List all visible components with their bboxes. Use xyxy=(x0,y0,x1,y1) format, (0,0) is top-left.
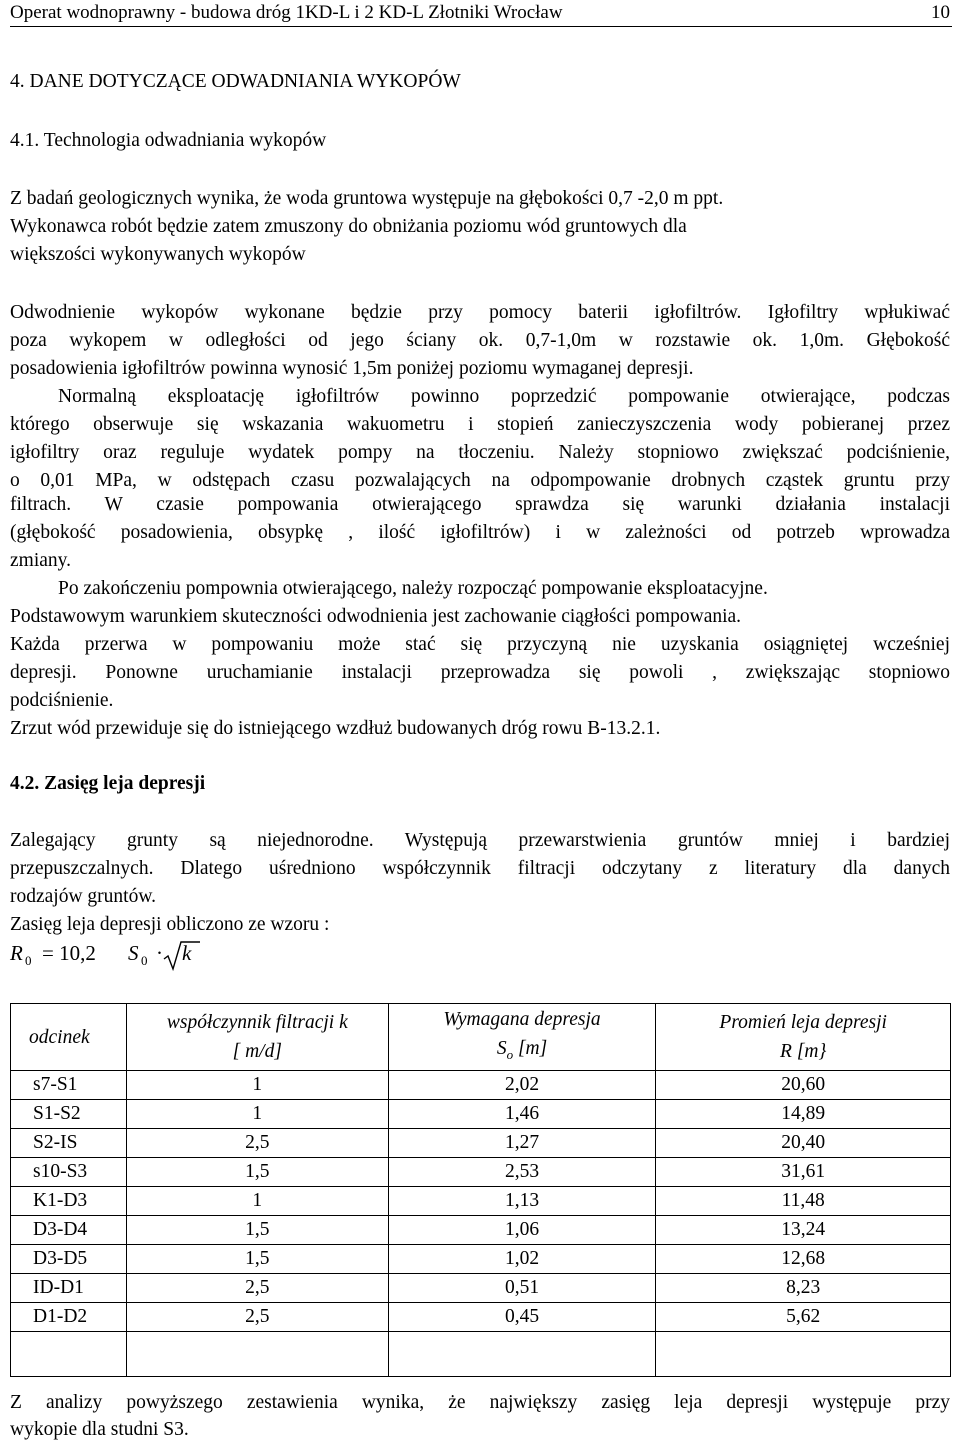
paragraph-line: igłofiltry oraz reguluje wydatek pompy na tłoczeniu. Należy stopniowo zwiększać podciśnienie, xyxy=(10,442,950,463)
conclusion-line: Z analizy powyższego zestawienia wynika, że największy zasięg leja depresji występuje przy xyxy=(10,1392,950,1413)
formula-r-subscript: 0 xyxy=(25,953,32,968)
cell-segment: K1-D3 xyxy=(11,1187,127,1216)
paragraph-line: podciśnienie. xyxy=(10,690,114,711)
cell-segment: S2-IS xyxy=(11,1129,127,1158)
cell-segment: D1-D2 xyxy=(11,1303,127,1332)
cell-so: 2,53 xyxy=(388,1158,656,1187)
depression-table xyxy=(10,1003,951,1377)
paragraph-line: zmiany. xyxy=(10,550,72,571)
table-row xyxy=(11,1274,951,1303)
cell-r: 20,40 xyxy=(656,1129,951,1158)
table-row xyxy=(11,1187,951,1216)
paragraph-line: Podstawowym warunkiem skuteczności odwodnienia jest zachowanie ciągłości pompowania. xyxy=(10,606,742,627)
cell-k: 1,5 xyxy=(126,1216,388,1245)
header-title: Operat wodnoprawny - budowa dróg 1KD-L i 2 KD-L Złotniki Wrocław xyxy=(10,2,563,23)
cell-k: 2,5 xyxy=(126,1129,388,1158)
paragraph-line: (głębokość posadowienia, obsypkę , ilość igłofiltrów) i w zależności od potrzeb wprowadza xyxy=(10,522,950,543)
paragraph-line: Z badań geologicznych wynika, że woda gruntowa występuje na głębokości 0,7 -2,0 m ppt. xyxy=(10,188,724,209)
cell-k: 1,5 xyxy=(126,1158,388,1187)
table-row xyxy=(11,1245,951,1274)
table-row xyxy=(11,1100,951,1129)
header-required-depression: Wymagana depresja $S_o$ [m] xyxy=(388,1004,656,1071)
paragraph-line: Zrzut wód przewiduje się do istniejącego wzdłuż budowanych dróg rowu B-13.2.1. xyxy=(10,718,661,739)
cell-k: 2,5 xyxy=(126,1274,388,1303)
table-row xyxy=(11,1071,951,1100)
paragraph-line: którego obserwuje się wskazania wakuometru i stopień zanieczyszczenia wody pobieranej przez xyxy=(10,414,950,435)
paragraph-line: rodzajów gruntów. xyxy=(10,886,157,907)
paragraph-line: Po zakończeniu pompownia otwierającego, należy rozpocząć pompowanie eksploatacyjne. xyxy=(58,578,768,599)
paragraph-line: posadowienia igłofiltrów powinna wynosić 1,5m poniżej poziomu wymaganej depresji. xyxy=(10,358,694,379)
table-header-row xyxy=(11,1004,951,1071)
formula-r: R xyxy=(10,941,23,965)
cell-k: 2,5 xyxy=(126,1303,388,1332)
paragraph-line: o 0,01 MPa, w odstępach czasu pozwalających na odpompowanie drobnych cząstek gruntu przy xyxy=(10,470,950,491)
cell-segment: D3-D4 xyxy=(11,1216,127,1245)
formula-s: S xyxy=(128,941,139,965)
header-segment: odcinek xyxy=(11,1004,127,1071)
header-depression-radius: Promień leja depresji R [m} xyxy=(656,1004,951,1071)
cell-so: 1,27 xyxy=(388,1129,656,1158)
formula-dot: · xyxy=(156,941,163,965)
cell-r: 14,89 xyxy=(656,1100,951,1129)
paragraph-line: Każda przerwa w pompowaniu może stać się przyczyną nie uzyskania osiągniętej wcześniej xyxy=(10,634,950,655)
paragraph-line: przepuszczalnych. Dlatego uśredniono współczynnik filtracji odczytany z literatury dla danych xyxy=(10,858,950,879)
cell-k: 1 xyxy=(126,1071,388,1100)
cell-segment: s10-S3 xyxy=(11,1158,127,1187)
cell-r: 31,61 xyxy=(656,1158,951,1187)
cell-segment: ID-D1 xyxy=(11,1274,127,1303)
cell-k: 1 xyxy=(126,1187,388,1216)
paragraph-line: poza wykopem w odległości od jego ściany ok. 0,7-1,0m w rozstawie ok. 1,0m. Głębokość xyxy=(10,330,950,351)
paragraph-line: Wykonawca robót będzie zatem zmuszony do obniżania poziomu wód gruntowych dla xyxy=(10,216,687,237)
table-row xyxy=(11,1158,951,1187)
cell-segment: s7-S1 xyxy=(11,1071,127,1100)
cell-r: 5,62 xyxy=(656,1303,951,1332)
paragraph-line: większości wykonywanych wykopów xyxy=(10,244,306,265)
cell-r: 8,23 xyxy=(656,1274,951,1303)
cell-segment: D3-D5 xyxy=(11,1245,127,1274)
subsection-heading-4-2: 4.2. Zasięg leja depresji xyxy=(10,773,206,794)
subsection-heading-4-1: 4.1. Technologia odwadniania wykopów xyxy=(10,130,327,151)
page-number: 10 xyxy=(931,2,950,23)
cell-r: 11,48 xyxy=(656,1187,951,1216)
cell-so: 0,51 xyxy=(388,1274,656,1303)
cell-r: 13,24 xyxy=(656,1216,951,1245)
cell-k: 1,5 xyxy=(126,1245,388,1274)
paragraph-line: Zasięg leja depresji obliczono ze wzoru : xyxy=(10,914,330,935)
formula-coefficient: = 10,2 xyxy=(42,941,96,965)
formula-k: k xyxy=(182,941,192,965)
paragraph-line: filtrach. W czasie pompowania otwierającego sprawdza się warunki działania instalacji xyxy=(10,494,950,515)
table-empty-row xyxy=(11,1332,951,1377)
table-row xyxy=(11,1303,951,1332)
paragraph-line: depresji. Ponowne uruchamianie instalacji przeprowadza się powoli , zwiększając stopniowo xyxy=(10,662,950,683)
paragraph-line: Odwodnienie wykopów wykonane będzie przy pomocy baterii igłofiltrów. Igłofiltry wpłukiwać xyxy=(10,302,950,323)
cell-r: 20,60 xyxy=(656,1071,951,1100)
paragraph-line: Zalegający grunty są niejednorodne. Występują przewarstwienia gruntów mniej i bardziej xyxy=(10,830,950,851)
cell-so: 1,06 xyxy=(388,1216,656,1245)
radius-formula xyxy=(10,939,270,979)
cell-k: 1 xyxy=(126,1100,388,1129)
cell-so: 1,02 xyxy=(388,1245,656,1274)
cell-so: 1,13 xyxy=(388,1187,656,1216)
cell-r: 12,68 xyxy=(656,1245,951,1274)
header-filtration-coefficient: współczynnik filtracji k [ m/d] xyxy=(126,1004,388,1071)
page-header xyxy=(10,2,952,27)
cell-so: 0,45 xyxy=(388,1303,656,1332)
paragraph-line: Normalną eksploatację igłofiltrów powinno poprzedzić pompowanie otwierające, podczas xyxy=(58,386,950,407)
section-heading: 4. DANE DOTYCZĄCE ODWADNIANIA WYKOPÓW xyxy=(10,71,461,92)
cell-segment: S1-S2 xyxy=(11,1100,127,1129)
table-row xyxy=(11,1129,951,1158)
formula-s-subscript: 0 xyxy=(141,953,148,968)
table-row xyxy=(11,1216,951,1245)
conclusion-line: wykopie dla studni S3. xyxy=(10,1419,189,1440)
cell-so: 1,46 xyxy=(388,1100,656,1129)
cell-so: 2,02 xyxy=(388,1071,656,1100)
